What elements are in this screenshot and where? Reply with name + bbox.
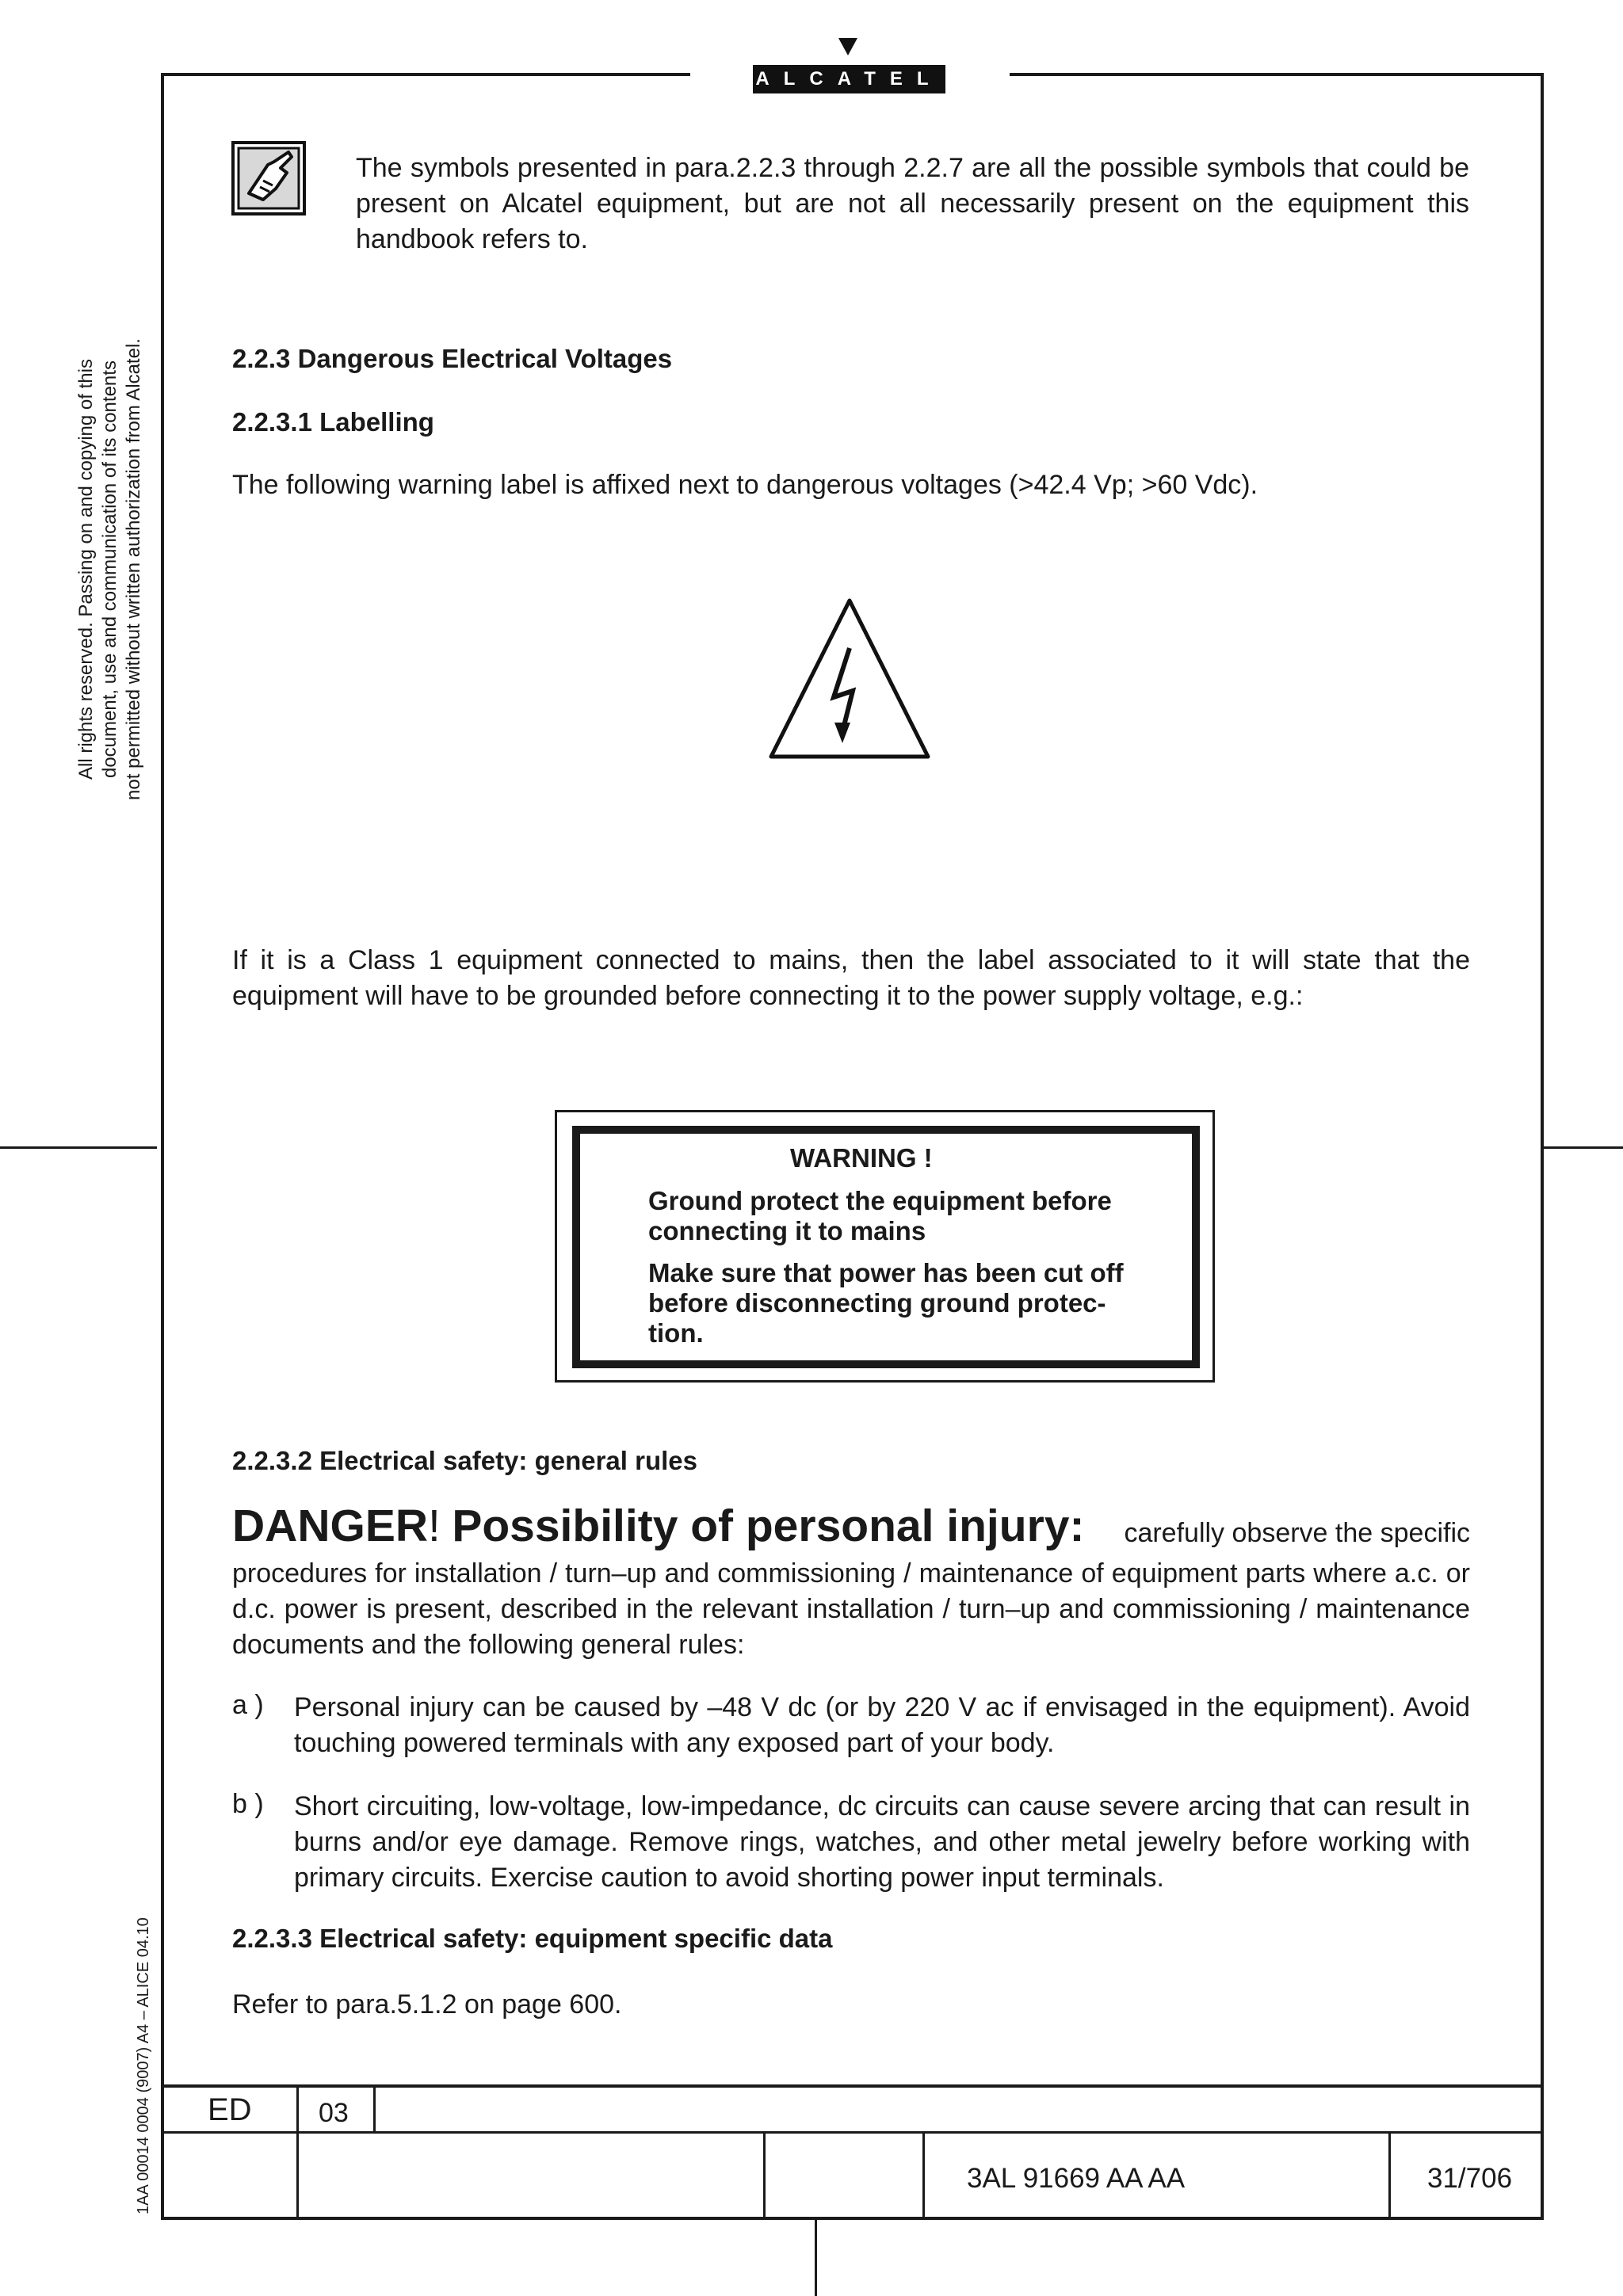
footer-col-5 [1388,2131,1391,2219]
note-hand-icon [231,141,306,215]
footer-tail [815,2220,817,2296]
warning-title: WARNING ! [790,1143,933,1173]
footer-col-1 [296,2084,299,2220]
form-code: 1AA 00014 0004 (9007) A4 – ALICE 04.10 [135,1917,152,2214]
footer-col-3 [763,2131,766,2219]
note-paragraph: The symbols presented in para.2.2.3 through 2.2.7 are all the possible symbols that could be present on Alcatel equipment, but are not all necessarily present on the equipment this handbook refers to. [356,153,1469,254]
warning-line-5: tion. [648,1318,704,1348]
heading-2-2-3-3: 2.2.3.3 Electrical safety: equipment specific data [232,1924,833,1953]
frame-top-right [1010,73,1544,76]
frame-top-left [161,73,690,76]
warning-line-2: connecting it to mains [648,1216,926,1245]
rule-b-text: Short circuiting, low-voltage, low-impedance, dc circuits can cause severe arcing that can result in burns and/or eye damage. Remove rings, watches, and other metal jewelry before working with primary circuits. Exercise caution to avoid shorting power input terminals. [294,1791,1470,1893]
heading-2-2-3-2: 2.2.3.2 Electrical safety: general rules [232,1446,697,1475]
heading-2-2-3: 2.2.3 Dangerous Electrical Voltages [232,344,673,373]
footer-ed-label: ED [208,2092,252,2127]
fold-mark-left [0,1146,157,1149]
warning-line-3: Make sure that power has been cut off [648,1258,1124,1287]
rule-a-text: Personal injury can be caused by –48 V dc (or by 220 V ac if envisaged in the equipment). Avoid touching powered terminals with any exposed part of your body. [294,1692,1470,1758]
label-paragraph: The following warning label is affixed next to dangerous voltages (>42.4 Vp; >60 Vdc). [232,470,1258,500]
fold-mark-right [1544,1146,1623,1149]
copyright-line-2: document, use and communication of its contents [99,360,120,779]
copyright-line-1: All rights reserved. Passing on and copying of this [75,359,97,780]
high-voltage-warning-icon [768,597,931,761]
class1-paragraph: If it is a Class 1 equipment connected to mains, then the label associated to it will state that the equipment will have to be grounded before connecting it to the power supply voltage, e.g.: [232,945,1470,1011]
footer-col-2 [373,2084,376,2132]
danger-heading-line [232,1500,1470,1555]
rule-b-label: b ) [232,1789,264,1819]
warning-line-4: before disconnecting ground protec- [648,1288,1106,1318]
copyright-line-3: not permitted without written authorization from Alcatel. [123,338,144,800]
danger-word: DANGER [232,1501,429,1551]
frame-left [161,73,164,2220]
footer-mid-rule [161,2131,1544,2134]
footer-col-4 [922,2131,925,2219]
logo-marker-icon [838,38,857,57]
copyright-notice [74,338,146,800]
danger-bang: ! [428,1501,441,1551]
refer-paragraph: Refer to para.5.1.2 on page 600. [232,1989,622,2019]
alcatel-logo: ALCATEL [753,65,945,93]
heading-2-2-3-1: 2.2.3.1 Labelling [232,407,434,437]
danger-paragraph: procedures for installation / turn–up and commissioning / maintenance of equipment parts where a.c. or d.c. power is present, described in the relevant installation / turn–up and commissioning / maintenance documents and the following general rules: [232,1558,1470,1660]
footer-bottom-rule [161,2217,1544,2220]
rule-a-label: a ) [232,1690,264,1720]
danger-headline: Possibility of personal injury: [452,1501,1085,1551]
footer-top-rule [161,2084,1544,2088]
danger-lead: carefully observe the specific [1124,1518,1470,1548]
footer-ed-value: 03 [319,2098,349,2128]
footer-page-number: 31/706 [1427,2163,1513,2194]
footer-doc-code: 3AL 91669 AA AA [967,2163,1186,2194]
warning-line-1: Ground protect the equipment before [648,1186,1112,1215]
